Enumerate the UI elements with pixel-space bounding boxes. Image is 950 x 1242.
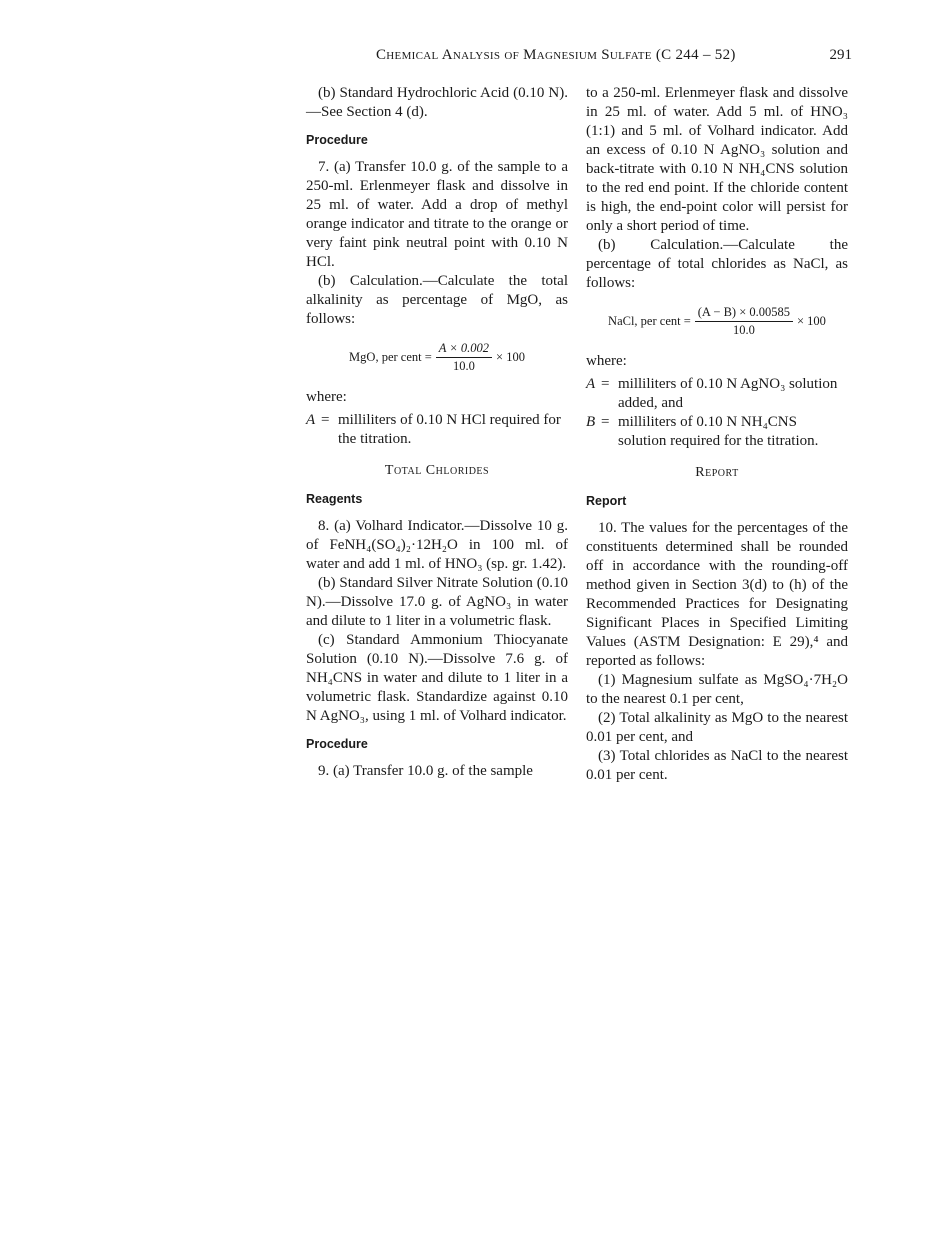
section-9a-continued: to a 250-ml. Erlenmeyer flask and dissolve in 25 ml. of water. Add 5 ml. of HNO₃ (1:1) and 5 ml. of Volhard indicator. Add an excess of 0.10 N AgNO₃ solution and back-titrate with 0.10 N NH₄CNS solution to the red end point. If the chloride content is high, the end-point color will persist for only a short period of time.: [586, 85, 848, 234]
def-text: milliliters of 0.10 N AgNO₃ solution added, and: [618, 376, 838, 411]
right-column: [586, 84, 848, 785]
section-8c-paragraph: (c) Standard Ammonium Thiocyanate Solution (0.10 N).—Dissolve 7.6 g. of NH₄CNS in water and dilute to 1 liter in a volumetric flask. Standardize against 0.10 N AgNO₃, using 1 ml. of Volhard indicator.: [306, 632, 568, 724]
def-equals: =: [601, 376, 610, 392]
procedure-heading-2: Procedure: [306, 737, 368, 751]
nacl-fraction: [695, 305, 793, 338]
hcl-reagent-paragraph: (b) Standard Hydrochloric Acid (0.10 N).—See Section 4 (d).: [306, 85, 568, 120]
where-label-1: where:: [306, 389, 347, 405]
def-text: milliliters of 0.10 N HCl required for the titration.: [338, 412, 561, 447]
variable-definitions-1: [306, 411, 568, 449]
def-variable: A: [306, 412, 316, 428]
section-9b-paragraph: (b) Calculation.—Calculate the percentage of total chlorides as NaCl, as follows:: [586, 237, 848, 291]
nacl-formula: [586, 305, 848, 338]
section-8a-paragraph: 8. (a) Volhard Indicator.—Dissolve 10 g. of FeNH₄(SO₄)₂·12H₂O in 100 ml. of water and add 1 ml. of HNO₃ (sp. gr. 1.42).: [306, 518, 568, 572]
report-subheading: Report: [586, 494, 627, 508]
running-header: [376, 46, 852, 66]
section-7b-paragraph: (b) Calculation.—Calculate the total alkalinity as percentage of MgO, as follows:: [306, 273, 568, 327]
header-title: Chemical Analysis of Magnesium Sulfate (C 244 – 52): [376, 47, 736, 63]
def-equals: =: [321, 412, 330, 428]
nacl-formula-lhs: NaCl, per cent =: [608, 314, 691, 328]
section-10-item-3: (3) Total chlorides as NaCl to the nearest 0.01 per cent.: [586, 748, 848, 783]
left-column: [306, 84, 568, 781]
mgo-formula: [306, 341, 568, 374]
section-10-item-1: (1) Magnesium sulfate as MgSO₄·7H₂O to the nearest 0.1 per cent,: [586, 672, 848, 707]
section-7a-paragraph: 7. (a) Transfer 10.0 g. of the sample to a 250-ml. Erlenmeyer flask and dissolve in 25 ml. of water. Add a drop of methyl orange indicator and titrate to the orange or very faint pink neutral point with 0.10 N HCl.: [306, 159, 568, 270]
nacl-numerator: (A − B) × 0.00585: [695, 305, 793, 322]
mgo-factor: × 100: [496, 350, 525, 364]
variable-definitions-2: [586, 375, 848, 451]
report-section-heading: Report: [695, 465, 739, 480]
mgo-numerator: A × 0.002: [436, 341, 492, 358]
where-label-2: where:: [586, 353, 627, 369]
reagents-heading: Reagents: [306, 492, 363, 506]
section-8b-paragraph: (b) Standard Silver Nitrate Solution (0.10 N).—Dissolve 17.0 g. of AgNO₃ in water and dilute to 1 liter in a volumetric flask.: [306, 575, 568, 629]
procedure-heading-1: Procedure: [306, 133, 368, 147]
section-10-paragraph: 10. The values for the percentages of the constituents determined shall be rounded off in accordance with the rounding-off method given in Section 3(d) to (h) of the Recommended Practices for Designating Significant Places in Specified Limiting Values (ASTM Designation: E 29),⁴ and reported as follows:: [586, 520, 848, 669]
mgo-denominator: 10.0: [452, 359, 475, 373]
page-number: 291: [829, 47, 852, 63]
section-9a-start: 9. (a) Transfer 10.0 g. of the sample: [318, 763, 533, 779]
nacl-denominator: 10.0: [732, 323, 755, 337]
nacl-factor: × 100: [797, 314, 826, 328]
total-chlorides-heading: Total Chlorides: [384, 463, 490, 478]
def-text: milliliters of 0.10 N NH₄CNS solution required for the titration.: [618, 414, 819, 449]
mgo-formula-lhs: MgO, per cent =: [349, 350, 432, 364]
def-equals: =: [601, 414, 610, 430]
mgo-fraction: [436, 341, 492, 374]
def-variable: B: [586, 414, 596, 430]
def-variable: A: [586, 376, 596, 392]
section-10-item-2: (2) Total alkalinity as MgO to the nearest 0.01 per cent, and: [586, 710, 848, 745]
